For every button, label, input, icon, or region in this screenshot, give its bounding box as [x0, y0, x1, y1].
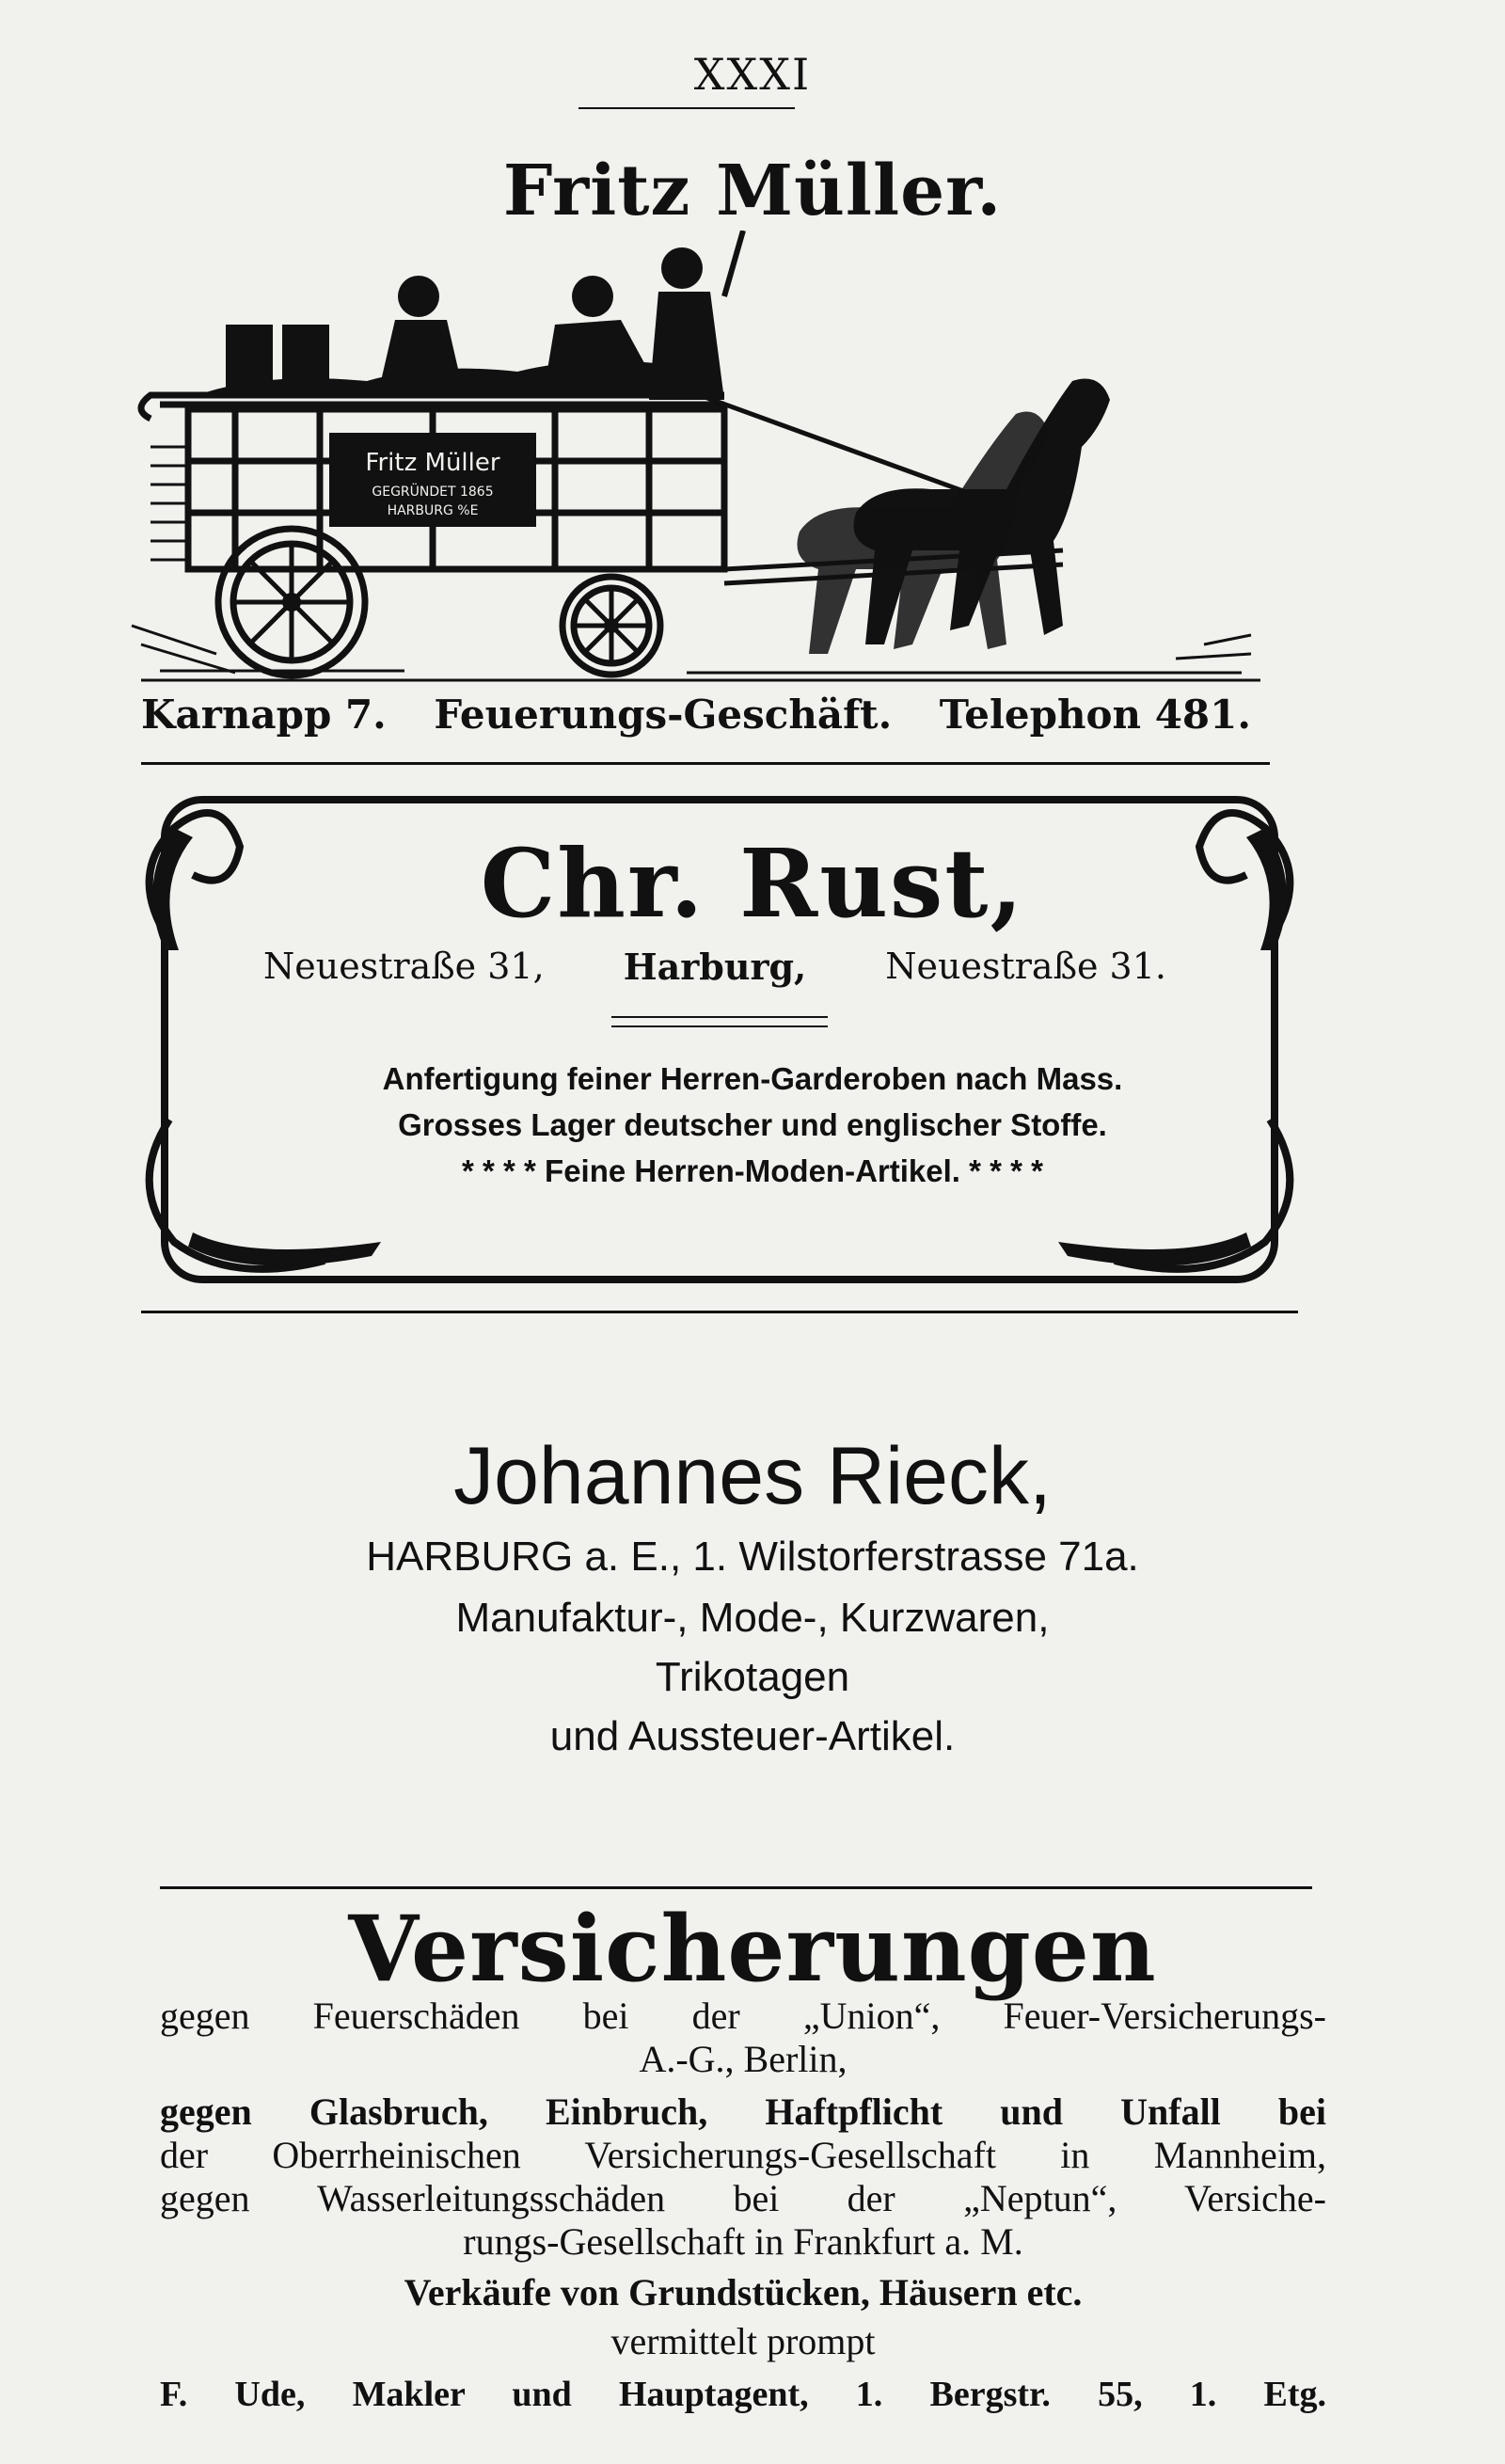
rust-street-left: Neuestraße 31,	[263, 946, 545, 987]
section-divider	[141, 1311, 1298, 1313]
coal-wagon-illustration	[122, 231, 1270, 692]
rieck-line-1: Manufaktur-, Mode-, Kurzwaren,	[455, 1595, 1050, 1641]
vers-line-5: gegen Wasserleitungsschäden bei der „Neptun“, Versiche-	[160, 2177, 1326, 2219]
vers-line-1: gegen Feuerschäden bei der „Union“, Feuer-Versicherungs-	[160, 1995, 1326, 2037]
vers-line-2: A.-G., Berlin,	[639, 2038, 848, 2080]
wagon-sign-name: Fritz Müller	[365, 449, 500, 477]
rust-double-rule-top	[611, 1016, 828, 1018]
versicherungen-title: Versicherungen	[348, 1896, 1157, 2002]
rust-title: Chr. Rust,	[480, 828, 1025, 939]
mueller-phone: Telephon 481.	[939, 692, 1251, 738]
rust-city: Harburg,	[623, 946, 807, 988]
vers-line-3: gegen Glasbruch, Einbruch, Haftpflicht und Unfall bei	[160, 2090, 1326, 2133]
mueller-address: Karnapp 7.	[141, 692, 387, 738]
page-number-rule	[578, 107, 795, 109]
vers-line-8: vermittelt prompt	[610, 2320, 876, 2362]
vers-line-7: Verkäufe von Grundstücken, Häusern etc.	[404, 2271, 1083, 2313]
rust-street-right: Neuestraße 31.	[885, 946, 1166, 987]
rieck-line-2: Trikotagen	[655, 1654, 850, 1700]
rust-double-rule-bottom	[611, 1025, 828, 1027]
rust-line-2: Grosses Lager deutscher und englischer Stoffe.	[398, 1107, 1107, 1142]
wagon-sign-founded: GEGRÜNDET 1865	[372, 485, 494, 500]
mueller-footer	[141, 692, 1251, 738]
rust-line-1: Anfertigung feiner Herren-Garderoben nach Mass.	[382, 1061, 1123, 1096]
section-divider	[160, 1886, 1312, 1889]
rieck-name: Johannes Rieck,	[453, 1431, 1052, 1521]
rust-address	[263, 946, 1166, 988]
mueller-business: Feuerungs-Geschäft.	[434, 692, 893, 738]
rieck-line-3: und Aussteuer-Artikel.	[549, 1713, 956, 1759]
vers-line-9: F. Ude, Makler und Hauptagent, 1. Bergstr. 55, 1. Etg.	[160, 2375, 1326, 2414]
rieck-address: HARBURG a. E., 1. Wilstorferstrasse 71a.	[366, 1534, 1139, 1580]
page-number: XXXI	[693, 49, 812, 100]
vers-line-6: rungs-Gesellschaft in Frankfurt a. M.	[463, 2220, 1023, 2263]
mueller-title: Fritz Müller.	[502, 151, 1003, 231]
wagon-sign-city: HARBURG %E	[387, 503, 479, 518]
vers-line-4: der Oberrheinischen Versicherungs-Gesellschaft in Mannheim,	[160, 2134, 1326, 2176]
rust-line-3: * * * * Feine Herren-Moden-Artikel. * * * *	[462, 1153, 1043, 1188]
section-divider	[141, 762, 1270, 765]
